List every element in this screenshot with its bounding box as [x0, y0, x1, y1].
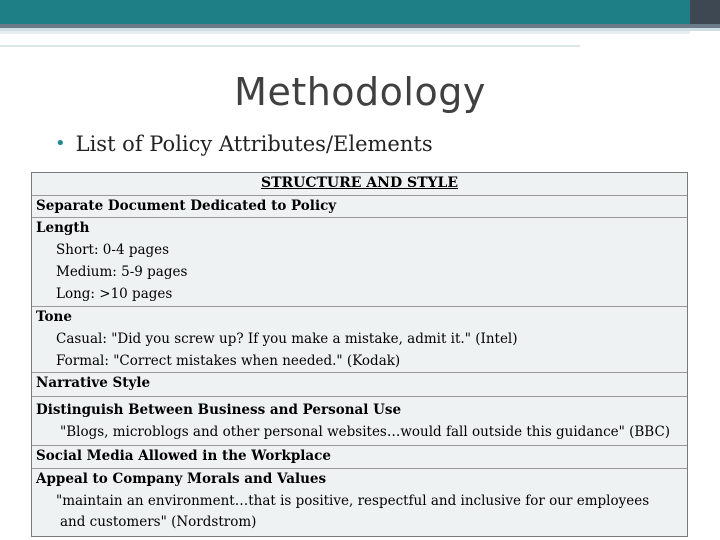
table-row — [32, 217, 687, 306]
row-detail: and customers" (Nordstrom) — [60, 514, 257, 530]
row-heading: Length — [36, 220, 90, 236]
row-detail: Long: >10 pages — [56, 286, 173, 302]
table-header: STRUCTURE AND STYLE — [260, 175, 459, 191]
table-row — [32, 445, 687, 468]
row-heading: Social Media Allowed in the Workplace — [36, 448, 331, 464]
row-detail: "Blogs, microblogs and other personal websites…would fall outside this guidance" (BBC) — [60, 424, 671, 440]
row-detail: Medium: 5-9 pages — [56, 264, 188, 280]
bullet-dot-icon: • — [55, 133, 66, 154]
table-row — [32, 306, 687, 372]
row-heading: Separate Document Dedicated to Policy — [36, 198, 337, 214]
row-detail: Casual: "Did you screw up? If you make a mistake, admit it." (Intel) — [56, 331, 518, 347]
attributes-table — [31, 172, 688, 537]
table-row — [32, 372, 687, 396]
table-row — [32, 468, 687, 536]
row-detail: Formal: "Correct mistakes when needed." (Kodak) — [56, 353, 401, 369]
top-divider-pale — [0, 31, 690, 34]
table-header-row — [32, 173, 687, 195]
row-heading: Tone — [36, 309, 72, 325]
bullet-item — [55, 132, 433, 156]
table-row — [32, 396, 687, 445]
top-accent-bar — [0, 0, 720, 24]
top-divider-thin — [0, 45, 580, 47]
top-corner-bar — [690, 0, 720, 24]
slide-title: Methodology — [234, 70, 486, 114]
row-heading: Distinguish Between Business and Personal Use — [36, 402, 402, 418]
table-row — [32, 195, 687, 217]
row-heading: Narrative Style — [36, 375, 151, 391]
row-heading: Appeal to Company Morals and Values — [36, 471, 327, 487]
row-detail: Short: 0-4 pages — [56, 242, 170, 258]
bullet-text: List of Policy Attributes/Elements — [75, 132, 433, 156]
row-detail: "maintain an environment…that is positive, respectful and inclusive for our employees — [56, 493, 650, 509]
